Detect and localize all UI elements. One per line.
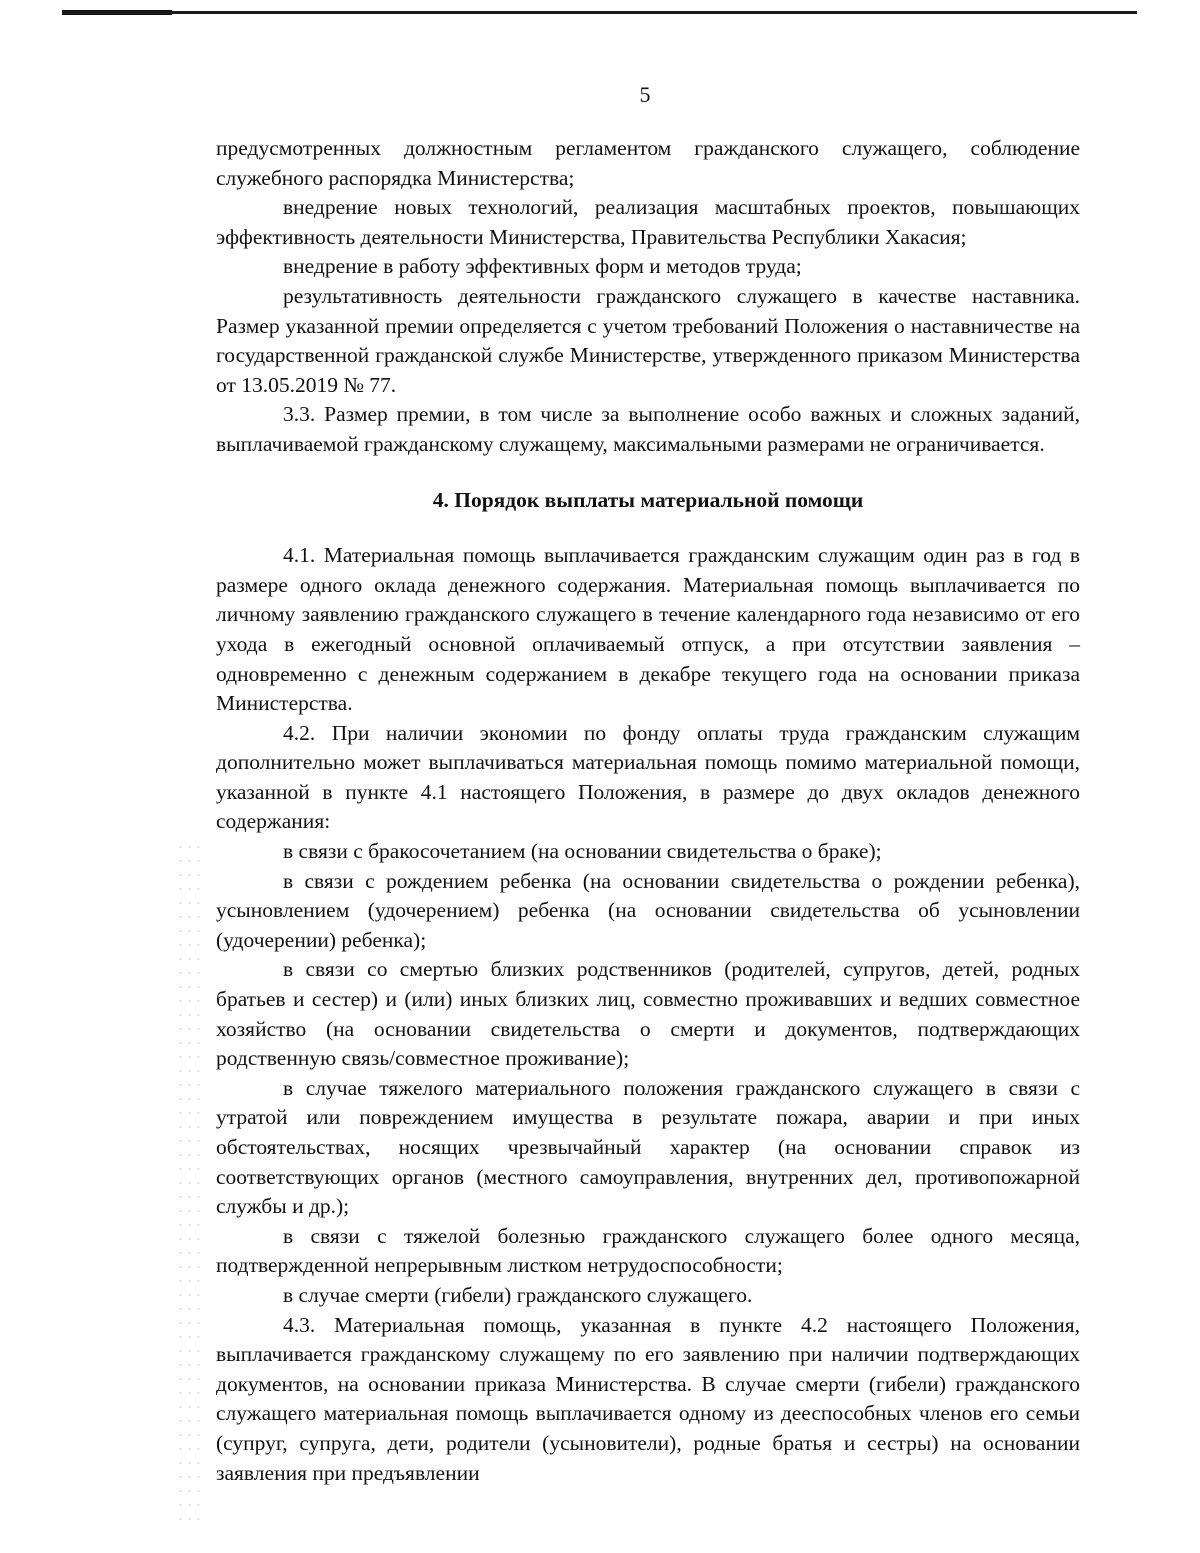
paragraph: результативность деятельности гражданского служащего в качестве наставника. Размер указанной премии определяется с учетом требований Положения о наставничестве на государственной гражданской службе Министерстве, утвержденного приказом Министерства от 13.05.2019 № 77. [216, 283, 1080, 397]
paragraph: 4.1. Материальная помощь выплачивается гражданским служащим один раз в год в размере одного оклада денежного содержания. Материальная помощь выплачивается по личному заявлению гражданского служащего в течение календарного года независимо от его ухода в ежегодный основной оплачиваемый отпуск, а при отсутствии заявления – одновременно с денежным содержанием в декабре текущего года на основании приказа Министерства. [216, 543, 1080, 716]
paragraph: 4.2. При наличии экономии по фонду оплаты труда гражданским служащим дополнительно может выплачиваться материальная помощь помимо материальной помощи, указанной в пункте 4.1 настоящего Положения, в размере до двух окладов денежного содержания: [216, 720, 1080, 834]
scan-margin-noise [176, 840, 206, 1520]
list-item: в связи со смертью близких родственников (родителей, супругов, детей, родных братьев и сестер) и (или) иных близких лиц, совместно проживавших и ведших совместное хозяйство (на основании свидетельства о смерти и документов, подтверждающих родственную связь/совместное проживание); [216, 957, 1080, 1071]
scan-border-line [62, 11, 1137, 14]
page-number: 5 [639, 82, 651, 107]
paragraph: 4.3. Материальная помощь, указанная в пункте 4.2 настоящего Положения, выплачивается гражданскому служащему по его заявлению при наличии подтверждающих документов, на основании приказа Министерства. В случае смерти (гибели) гражданского служащего материальная помощь выплачивается одному из дееспособных членов его семьи (супруг, супруга, дети, родители (усыновители), родные братья и сестры) на основании заявления при предъявлении [216, 1312, 1080, 1485]
section-heading: 4. Порядок выплаты материальной помощи [432, 487, 864, 512]
paragraph: 3.3. Размер премии, в том числе за выполнение особо важных и сложных заданий, выплачиваемой гражданскому служащему, максимальными размерами не ограничивается. [216, 402, 1080, 456]
list-item: в связи с рождением ребенка (на основании свидетельства о рождении ребенка), усыновлением (удочерением) ребенка (на основании свидетельства об усыновлении (удочерении) ребенка); [216, 868, 1080, 952]
paragraph-continuation: предусмотренных должностным регламентом гражданского служащего, соблюдение служебного распорядка Министерства; [216, 136, 1080, 190]
list-item: в случае смерти (гибели) гражданского служащего. [283, 1282, 753, 1307]
list-item: в случае тяжелого материального положения гражданского служащего в связи с утратой или повреждением имущества в результате пожара, аварии и при иных обстоятельствах, носящих чрезвычайный характер (на основании справок из соответствующих органов (местного самоуправления, внутренних дел, противопожарной службы и др.); [216, 1075, 1080, 1219]
paragraph: внедрение в работу эффективных форм и методов труда; [283, 254, 802, 279]
list-item: в связи с бракосочетанием (на основании свидетельства о браке); [283, 839, 882, 864]
paragraph: внедрение новых технологий, реализация масштабных проектов, повышающих эффективность деятельности Министерства, Правительства Республики Хакасия; [216, 195, 1080, 249]
document-body [216, 134, 1080, 1488]
list-item: в связи с тяжелой болезнью гражданского служащего более одного месяца, подтвержденной непрерывным листком нетрудоспособности; [216, 1223, 1080, 1278]
